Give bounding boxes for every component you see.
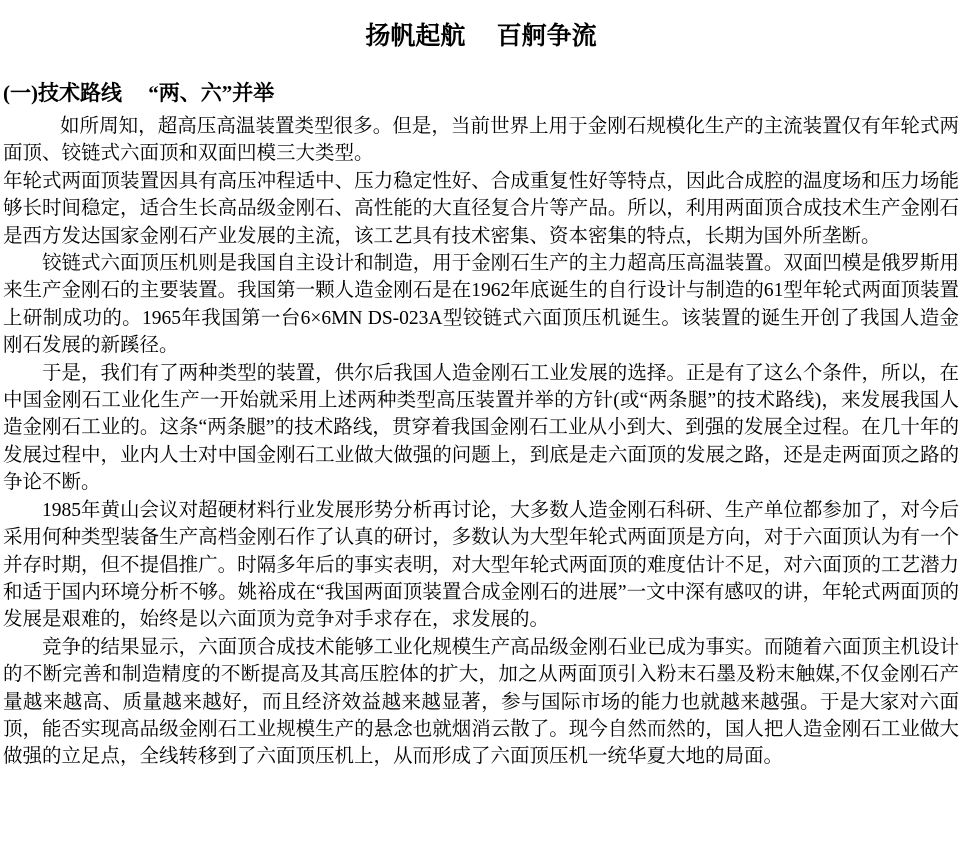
paragraph-1: 如所周知，超高压高温装置类型很多。但是，当前世界上用于金刚石规模化生产的主流装置仅有年轮式两面顶、铰链式六面顶和双面凹模三大类型。 [3, 116, 959, 165]
document-title: 扬帆起航 百舸争流 [365, 23, 597, 50]
section-heading: (一)技术路线 “两、六”并举 [3, 81, 275, 105]
paragraph-2: 年轮式两面顶装置因具有高压冲程适中、压力稳定性好、合成重复性好等特点，因此合成腔的温度场和压力场能够长时间稳定，适合生长高品级金刚石、高性能的大直径复合片等产品。所以，利用两面顶合成技术生产金刚石是西方发达国家金刚石产业发展的主流，该工艺具有技术密集、资本密集的特点，长期为国外所垄断。 [3, 170, 959, 247]
paragraph-5: 1985年黄山会议对超硬材料行业发展形势分析再讨论，大多数人造金刚石科研、生产单位都参加了，对今后采用何种类型装备生产高档金刚石作了认真的研讨，多数认为大型年轮式两面顶是方向，对于六面顶认为有一个并存时期，但不提倡推广。时隔多年后的事实表明，对大型年轮式两面顶的难度估计不足，对六面顶的工艺潜力和适于国内环境分析不够。姚裕成在“我国两面顶装置合成金刚石的进展”一文中深有感叹的讲，年轮式两面顶的发展是艰难的，始终是以六面顶为竞争对手求存在，求发展的。 [3, 499, 959, 631]
paragraph-6: 竞争的结果显示，六面顶合成技术能够工业化规模生产高品级金刚石业已成为事实。而随着六面顶主机设计的不断完善和制造精度的不断提高及其高压腔体的扩大，加之从两面顶引入粉末石墨及粉末触媒,不仅金刚石产量越来越高、质量越来越好，而且经济效益越来越显著，参与国际市场的能力也就越来越强。于是大家对六面顶，能否实现高品级金刚石工业规模生产的悬念也就烟消云散了。现今自然而然的，国人把人造金刚石工业做大做强的立足点，全线转移到了六面顶压机上，从而形成了六面顶压机一统华夏大地的局面。 [3, 636, 959, 768]
paragraph-3: 铰链式六面顶压机则是我国自主设计和制造，用于金刚石生产的主力超高压高温装置。双面凹模是俄罗斯用来生产金刚石的主要装置。我国第一颗人造金刚石是在1962年底诞生的自行设计与制造的61型年轮式两面顶装置上研制成功的。1965年我国第一台6×6MN DS-023A型铰链式六面顶压机诞生。该装置的诞生开创了我国人造金刚石发展的新蹊径。 [3, 253, 959, 357]
paragraph-4: 于是，我们有了两种类型的装置，供尔后我国人造金刚石工业发展的选择。正是有了这么个条件，所以，在中国金刚石工业化生产一开始就采用上述两种类型高压装置并举的方针(或“两条腿”的技术路线)，来发展我国人造金刚石工业的。这条“两条腿”的技术路线，贯穿着我国金刚石工业从小到大、到强的发展全过程。在几十年的发展过程中，业内人士对中国金刚石工业做大做强的问题上，到底是走六面顶的发展之路，还是走两面顶之路的争论不断。 [3, 362, 959, 494]
